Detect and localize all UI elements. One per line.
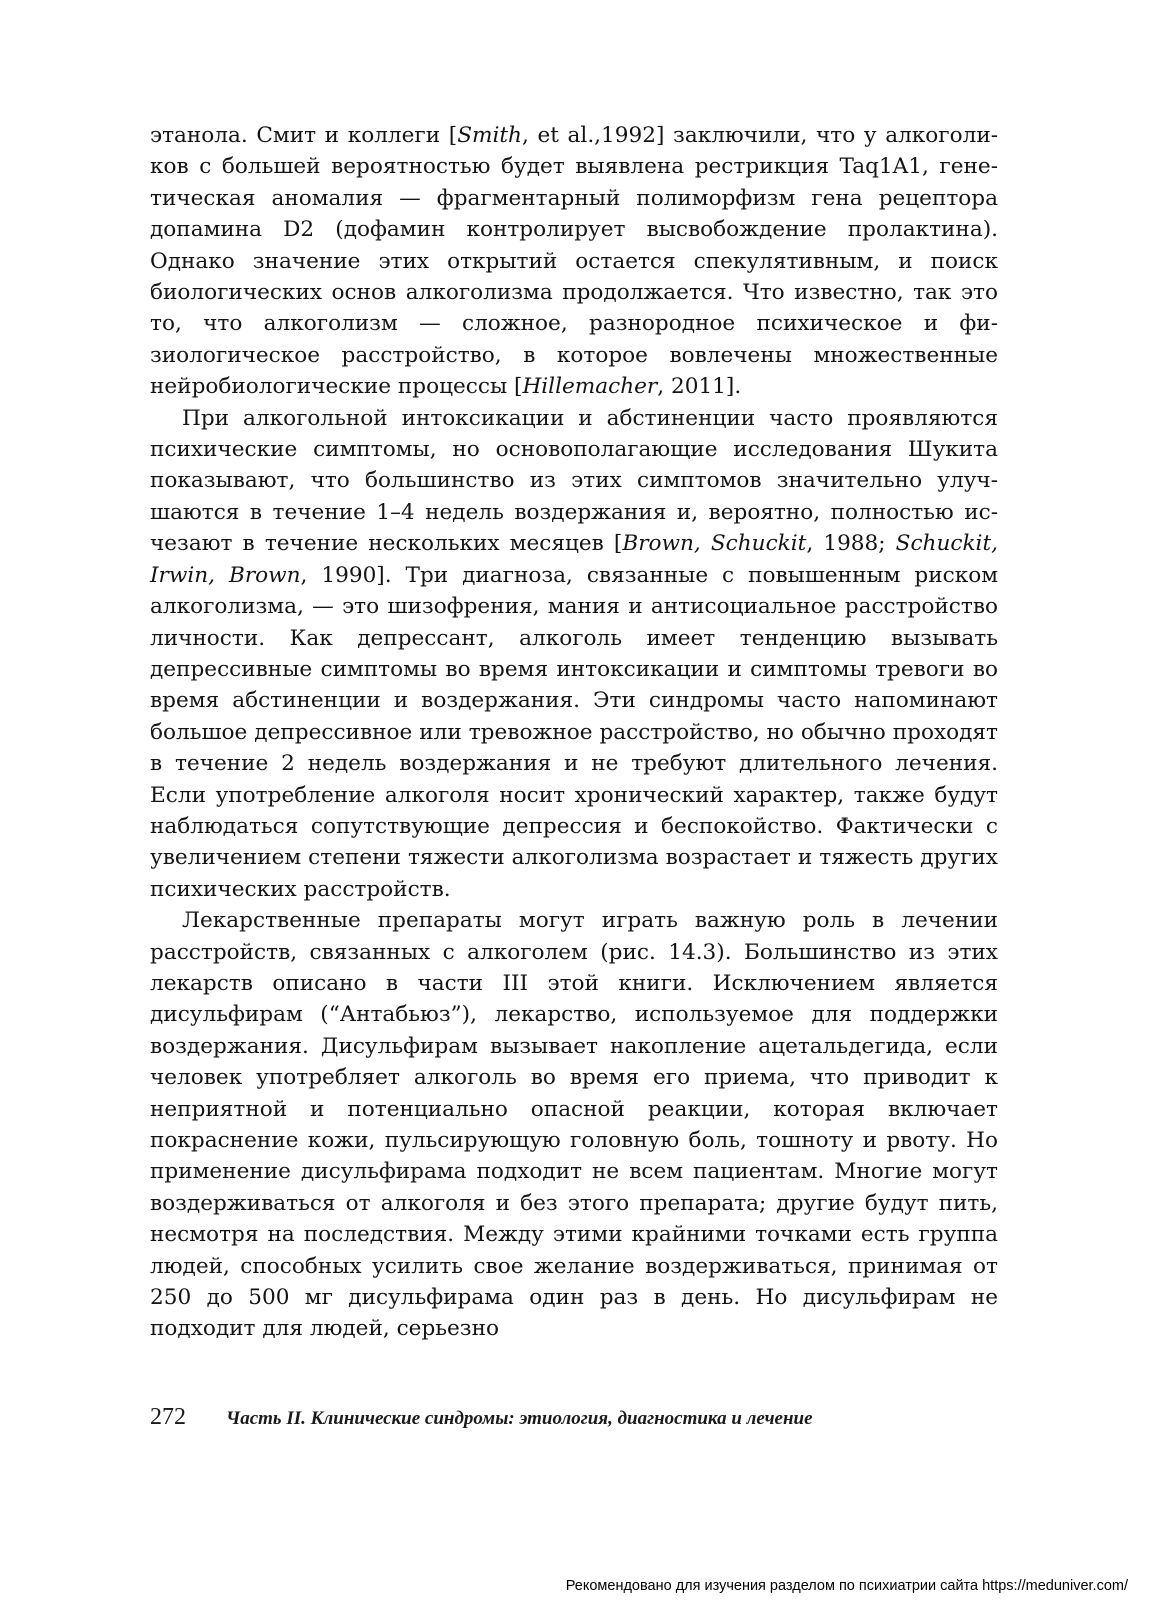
citation-author: Schuckit, Irwin, Brown	[150, 531, 998, 588]
page-footer	[150, 1404, 998, 1431]
paragraph-text: , et al.,1992] заключили, что у алкоголиков с большей вероятностью будет выявлена рестрикция Taq1A1, генетическая аномалия — фрагментарный полиморфизм гена рецептора допамина D2 (дофамин контролирует высвобождение пролактина). Однако значение этих открытий остается спекулятивным, и поиск биологических основ алкоголизма продолжается. Что известно, так это то, что алкоголизм — сложное, разнородное психическое и физиологическое расстройство, в которое вовлечены множественные нейробиологические процессы [	[150, 123, 999, 400]
citation-author: Hillemacher	[522, 374, 658, 400]
citation-author: Smith	[457, 123, 522, 148]
paragraph-text: , 1990]. Три диагноза, связанные с повышенным риском алкоголизма, — это шизофрения, мания и антисоциальное расстройство личности. Как депрессант, алкоголь имеет тенденцию вызывать депрессивные симптомы во время интоксикации и симптомы тревоги во время абстиненции и воздержания. Эти синдромы часто напоминают большое депрессивное или тревожное расстройство, но обычно проходят в течение 2 недель воздержания и не требуют длительного лечения. Если употребление алкоголя носит хронический характер, также будут наблюдаться сопутствующие депрессия и беспокойство. Фактически с увеличением степени тяжести алкоголизма возрастает и тяжесть других психических расстройств.	[150, 562, 998, 902]
page-number: 272	[150, 1404, 186, 1430]
site-watermark: Рекомендовано для изучения разделом по психиатрии сайта https://meduniver.com/	[565, 1578, 1128, 1594]
running-title: Часть II. Клинические синдромы: этиология, диагностика и лечение	[226, 1408, 813, 1429]
paragraph-text: При алкогольной интоксикации и абстиненции часто проявляются психические симптомы, но основополагающие исследования Шукита показывают, что большинство из этих симптомов значительно улучшаются в течение 1–4 недель воздержания и, вероятно, полностью исчезают в течение нескольких месяцев [	[150, 405, 998, 557]
paragraph-text: , 2011].	[657, 374, 742, 400]
paragraph-3	[150, 905, 998, 1345]
paragraph-text: Лекарственные препараты могут играть важную роль в лечении расстройств, связанных с алкоголем (рис. 14.3). Большинство из этих лекарств описано в части III этой книги. Исключением является дисульфирам (“Антабьюз”), лекарство, используемое для поддержки воздержания. Дисульфирам вызывает накопление ацетальдегида, если человек употребляет алкоголь во время его приема, что приводит к неприятной и потенциально опасной реакции, которая включает покраснение кожи, пульсирующую головную боль, тошноту и рвоту. Но применение дисульфирама подходит не всем пациентам. Многие могут воздерживаться от алкоголя и без этого препарата; другие будут пить, несмотря на последствия. Между этими крайними точками есть группа людей, способных усилить свое желание воздерживаться, принимая от 250 до 500 мг дисульфирама один раз в день. Но дисульфирам не подходит для людей, серьезно	[150, 908, 998, 1342]
paragraph-text: этанола. Смит и коллеги [	[150, 123, 458, 148]
citation-author: Brown, Schuckit	[622, 531, 807, 557]
paragraph-text: , 1988;	[806, 531, 896, 557]
paragraph-1	[150, 120, 998, 403]
page-body	[150, 120, 998, 1345]
paragraph-2	[150, 403, 998, 906]
